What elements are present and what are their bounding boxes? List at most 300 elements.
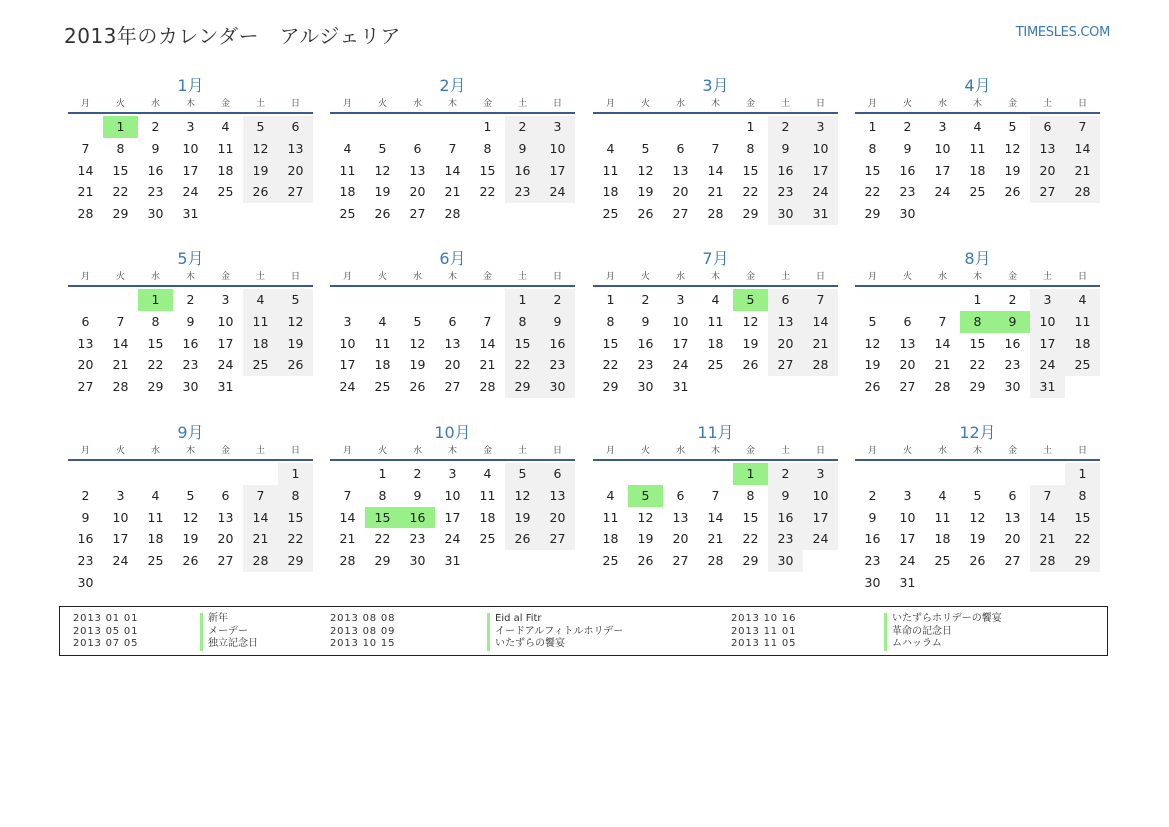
day-cell: 20 [768, 333, 803, 355]
month-1 [68, 74, 313, 225]
day-cell: 27 [540, 528, 575, 550]
day-cell: 10 [540, 138, 575, 160]
day-cell: 7 [803, 289, 838, 311]
holiday-date: 2013 11 05 [731, 638, 797, 649]
day-cell: 29 [742, 206, 759, 222]
weekday-label: 日 [552, 446, 562, 456]
day-cell: 2 [768, 463, 803, 485]
day-cell: 7 [343, 487, 352, 503]
day-cell: 20 [1004, 531, 1021, 547]
day-cell: 9 [903, 140, 912, 156]
day-cell: 13 [768, 311, 803, 333]
day-cell: 26 [969, 553, 986, 569]
weekday-label: 日 [290, 99, 300, 109]
day-grid [68, 463, 313, 594]
day-cell: 5 [505, 463, 540, 485]
day-cell: 15 [969, 335, 986, 351]
day-cell: 15 [479, 162, 496, 178]
day-cell: 14 [934, 335, 951, 351]
day-cell: 15 [365, 507, 400, 529]
day-cell: 4 [343, 140, 352, 156]
day-cell: 10 [803, 485, 838, 507]
day-cell: 12 [742, 313, 759, 329]
day-cell: 18 [602, 531, 619, 547]
day-cell: 26 [182, 553, 199, 569]
day-cell: 27 [217, 553, 234, 569]
day-cell: 3 [448, 466, 457, 481]
day-cell: 27 [899, 379, 916, 395]
day-cell: 29 [742, 553, 759, 569]
day-cell: 21 [339, 531, 356, 547]
day-cell: 10 [182, 140, 199, 156]
day-cell: 27 [768, 354, 803, 376]
weekday-label: 日 [1077, 99, 1087, 109]
empty-cell [68, 463, 103, 485]
day-cell: 26 [1004, 184, 1021, 200]
weekday-label: 木 [447, 446, 457, 456]
weekday-label: 火 [902, 446, 912, 456]
day-cell: 17 [182, 162, 199, 178]
empty-cell [400, 289, 435, 311]
day-cell: 18 [147, 531, 164, 547]
day-cell: 22 [278, 528, 313, 550]
day-cell: 3 [540, 116, 575, 138]
day-cell: 17 [934, 162, 951, 178]
day-cell: 16 [77, 531, 94, 547]
day-cell: 19 [278, 333, 313, 355]
day-cell: 3 [343, 313, 352, 329]
day-cell: 8 [746, 140, 755, 156]
weekday-label: 日 [815, 272, 825, 282]
day-cell: 26 [637, 553, 654, 569]
weekday-label: 木 [185, 99, 195, 109]
day-cell: 8 [116, 140, 125, 156]
day-cell: 9 [768, 485, 803, 507]
day-cell: 31 [444, 553, 461, 569]
day-cell: 13 [899, 335, 916, 351]
day-cell: 16 [540, 333, 575, 355]
day-cell: 24 [444, 531, 461, 547]
day-cell: 14 [77, 162, 94, 178]
day-cell: 23 [77, 553, 94, 569]
day-cell: 20 [672, 531, 689, 547]
day-cell: 8 [483, 140, 492, 156]
day-cell: 11 [969, 140, 986, 156]
day-cell: 20 [77, 357, 94, 373]
day-cell: 9 [995, 311, 1030, 333]
holiday-date: 2013 10 15 [330, 638, 396, 649]
month-title: 4月 [964, 76, 991, 95]
day-cell: 23 [864, 553, 881, 569]
weekday-header [855, 98, 1100, 114]
day-cell: 31 [217, 379, 234, 395]
day-cell: 10 [217, 313, 234, 329]
day-cell: 22 [742, 531, 759, 547]
day-cell: 11 [479, 487, 496, 503]
weekday-label: 土 [255, 99, 265, 109]
weekday-label: 水 [150, 446, 160, 456]
day-cell: 27 [1004, 553, 1021, 569]
weekday-label: 月 [605, 99, 615, 109]
weekday-label: 土 [517, 99, 527, 109]
weekday-header [593, 271, 838, 287]
day-cell: 5 [641, 140, 650, 156]
weekday-label: 月 [342, 272, 352, 282]
empty-cell [68, 289, 103, 311]
weekday-label: 月 [80, 446, 90, 456]
day-cell: 21 [243, 528, 278, 550]
day-cell: 28 [707, 206, 724, 222]
day-cell: 26 [742, 357, 759, 373]
month-12 [855, 421, 1100, 594]
weekday-label: 金 [482, 272, 492, 282]
weekday-label: 月 [342, 446, 352, 456]
day-cell: 16 [864, 531, 881, 547]
day-cell: 25 [217, 184, 234, 200]
day-cell: 2 [1008, 292, 1017, 307]
day-cell: 26 [864, 379, 881, 395]
day-cell: 21 [707, 531, 724, 547]
holiday-name: 独立記念日 [200, 638, 258, 651]
empty-cell [330, 116, 365, 138]
day-cell: 21 [112, 357, 129, 373]
weekday-label: 水 [412, 272, 422, 282]
day-cell: 25 [969, 184, 986, 200]
day-cell: 14 [444, 162, 461, 178]
day-cell: 17 [112, 531, 129, 547]
day-cell: 11 [147, 509, 164, 525]
day-cell: 9 [186, 313, 195, 329]
weekday-label: 木 [185, 446, 195, 456]
day-cell: 2 [868, 487, 877, 503]
weekday-label: 木 [972, 99, 982, 109]
day-cell: 22 [602, 357, 619, 373]
weekday-label: 金 [1007, 446, 1017, 456]
page-title: 2013年のカレンダー アルジェリア [64, 24, 401, 48]
holiday-date: 2013 08 08 [330, 613, 396, 624]
month-4 [855, 74, 1100, 225]
day-cell: 19 [505, 507, 540, 529]
day-cell: 9 [540, 311, 575, 333]
day-cell: 12 [409, 335, 426, 351]
day-cell: 11 [374, 335, 391, 351]
day-cell: 17 [803, 507, 838, 529]
day-cell: 21 [1030, 528, 1065, 550]
day-cell: 2 [903, 119, 912, 134]
weekday-label: 土 [780, 272, 790, 282]
weekday-header [593, 445, 838, 461]
day-cell: 9 [151, 140, 160, 156]
empty-cell [208, 463, 243, 485]
empty-cell [855, 289, 890, 311]
weekday-label: 木 [972, 446, 982, 456]
weekday-label: 日 [290, 272, 300, 282]
weekday-label: 火 [377, 446, 387, 456]
day-cell: 7 [243, 485, 278, 507]
day-cell: 11 [1065, 311, 1100, 333]
day-cell: 7 [938, 313, 947, 329]
weekday-header [330, 445, 575, 461]
weekday-label: 土 [255, 272, 265, 282]
weekday-label: 火 [902, 272, 912, 282]
day-cell: 10 [934, 140, 951, 156]
day-cell: 26 [243, 181, 278, 203]
day-cell: 15 [505, 333, 540, 355]
month-7 [593, 247, 838, 398]
month-title: 9月 [177, 423, 204, 442]
day-cell: 2 [641, 292, 650, 307]
empty-cell [330, 289, 365, 311]
weekday-label: 水 [937, 99, 947, 109]
day-cell: 14 [479, 335, 496, 351]
weekday-header [330, 98, 575, 114]
site-link[interactable]: TIMESLES.COM [1015, 25, 1110, 40]
day-cell: 16 [637, 335, 654, 351]
day-cell: 20 [540, 507, 575, 529]
day-cell: 27 [278, 181, 313, 203]
day-cell: 3 [186, 119, 195, 134]
day-cell: 9 [505, 138, 540, 160]
day-cell: 28 [243, 550, 278, 572]
month-title: 2月 [439, 76, 466, 95]
holiday-date: 2013 10 16 [731, 613, 797, 624]
empty-cell [365, 289, 400, 311]
day-cell: 12 [243, 138, 278, 160]
day-cell: 17 [1030, 333, 1065, 355]
day-cell: 28 [934, 379, 951, 395]
day-cell: 18 [602, 184, 619, 200]
day-cell: 25 [479, 531, 496, 547]
day-cell: 28 [77, 206, 94, 222]
day-cell: 11 [217, 140, 234, 156]
day-cell: 30 [77, 574, 94, 590]
weekday-label: 日 [552, 99, 562, 109]
day-cell: 14 [707, 162, 724, 178]
day-cell: 27 [77, 379, 94, 395]
weekday-label: 水 [412, 99, 422, 109]
holiday-date: 2013 07 05 [73, 638, 139, 649]
weekday-label: 土 [1042, 446, 1052, 456]
day-cell: 23 [637, 357, 654, 373]
weekday-label: 金 [482, 446, 492, 456]
day-cell: 16 [505, 160, 540, 182]
day-cell: 25 [243, 354, 278, 376]
weekday-label: 土 [255, 446, 265, 456]
day-cell: 8 [746, 487, 755, 503]
weekday-label: 火 [377, 272, 387, 282]
empty-cell [663, 116, 698, 138]
day-cell: 22 [864, 184, 881, 200]
holiday-date: 2013 08 09 [330, 625, 396, 637]
day-cell: 6 [413, 140, 422, 156]
weekday-label: 水 [937, 446, 947, 456]
month-3 [593, 74, 838, 225]
day-cell: 15 [1065, 507, 1100, 529]
day-cell: 8 [1065, 485, 1100, 507]
day-cell: 9 [413, 487, 422, 503]
day-cell: 3 [221, 292, 230, 307]
day-cell: 3 [803, 463, 838, 485]
holiday-name: Eid al Fitr [487, 613, 542, 626]
day-cell: 19 [637, 184, 654, 200]
day-cell: 8 [378, 487, 387, 503]
day-cell: 6 [768, 289, 803, 311]
day-cell: 7 [1065, 116, 1100, 138]
day-cell: 2 [768, 116, 803, 138]
day-cell: 28 [339, 553, 356, 569]
day-cell: 8 [278, 485, 313, 507]
day-cell: 30 [899, 206, 916, 222]
day-cell: 26 [409, 379, 426, 395]
month-title: 3月 [702, 76, 729, 95]
month-title: 8月 [964, 249, 991, 268]
weekday-label: 木 [710, 99, 720, 109]
weekday-header [855, 445, 1100, 461]
day-cell: 25 [374, 379, 391, 395]
empty-cell [330, 463, 365, 485]
day-cell: 19 [374, 184, 391, 200]
day-cell: 12 [374, 162, 391, 178]
day-cell: 22 [112, 184, 129, 200]
day-cell: 24 [803, 181, 838, 203]
day-cell: 21 [479, 357, 496, 373]
day-cell: 19 [864, 357, 881, 373]
day-cell: 27 [672, 553, 689, 569]
day-cell: 11 [243, 311, 278, 333]
day-cell: 2 [540, 289, 575, 311]
day-cell: 12 [505, 485, 540, 507]
day-cell: 1 [505, 289, 540, 311]
day-cell: 29 [112, 206, 129, 222]
empty-cell [435, 289, 470, 311]
day-cell: 4 [606, 487, 615, 503]
day-cell: 11 [602, 162, 619, 178]
weekday-label: 金 [220, 272, 230, 282]
day-cell: 7 [483, 313, 492, 329]
day-cell: 1 [278, 463, 313, 485]
day-cell: 21 [803, 333, 838, 355]
weekday-label: 月 [867, 446, 877, 456]
day-cell: 14 [112, 335, 129, 351]
day-cell: 25 [707, 357, 724, 373]
day-cell: 22 [374, 531, 391, 547]
day-cell: 18 [479, 509, 496, 525]
day-cell: 23 [768, 181, 803, 203]
day-cell: 23 [182, 357, 199, 373]
day-cell: 1 [103, 116, 138, 138]
day-cell: 29 [278, 550, 313, 572]
weekday-label: 水 [937, 272, 947, 282]
day-grid [330, 116, 575, 225]
day-cell: 3 [676, 292, 685, 307]
day-cell: 29 [602, 379, 619, 395]
day-cell: 20 [899, 357, 916, 373]
month-5 [68, 247, 313, 398]
day-grid [855, 116, 1100, 225]
day-cell: 10 [444, 487, 461, 503]
weekday-label: 土 [780, 446, 790, 456]
day-cell: 4 [973, 119, 982, 134]
month-2 [330, 74, 575, 225]
day-cell: 20 [217, 531, 234, 547]
month-title: 10月 [434, 423, 471, 442]
day-cell: 4 [483, 466, 492, 481]
day-cell: 31 [899, 574, 916, 590]
weekday-label: 月 [342, 99, 352, 109]
day-cell: 23 [540, 354, 575, 376]
day-cell: 25 [934, 553, 951, 569]
weekday-label: 金 [1007, 99, 1017, 109]
holiday-date: 2013 05 01 [73, 625, 139, 637]
weekday-label: 火 [640, 99, 650, 109]
empty-cell [995, 463, 1030, 485]
day-cell: 29 [374, 553, 391, 569]
day-cell: 4 [151, 487, 160, 503]
day-cell: 14 [1065, 138, 1100, 160]
day-cell: 10 [339, 335, 356, 351]
day-cell: 19 [637, 531, 654, 547]
day-cell: 30 [147, 206, 164, 222]
day-cell: 20 [672, 184, 689, 200]
day-cell: 13 [444, 335, 461, 351]
day-cell: 15 [742, 162, 759, 178]
weekday-label: 土 [780, 99, 790, 109]
weekday-label: 木 [710, 446, 720, 456]
day-cell: 22 [969, 357, 986, 373]
empty-cell [593, 463, 628, 485]
day-cell: 18 [1065, 333, 1100, 355]
day-cell: 14 [243, 507, 278, 529]
weekday-label: 火 [640, 446, 650, 456]
day-cell: 13 [672, 509, 689, 525]
day-cell: 6 [221, 487, 230, 503]
day-cell: 29 [505, 376, 540, 398]
empty-cell [890, 289, 925, 311]
weekday-label: 月 [80, 272, 90, 282]
day-cell: 6 [1030, 116, 1065, 138]
day-cell: 6 [676, 140, 685, 156]
day-cell: 15 [602, 335, 619, 351]
day-cell: 24 [182, 184, 199, 200]
day-cell: 18 [969, 162, 986, 178]
day-grid [330, 289, 575, 398]
day-cell: 13 [1030, 138, 1065, 160]
day-cell: 18 [707, 335, 724, 351]
day-cell: 17 [672, 335, 689, 351]
day-cell: 29 [1065, 550, 1100, 572]
day-cell: 2 [81, 487, 90, 503]
weekday-label: 金 [745, 272, 755, 282]
day-cell: 6 [903, 313, 912, 329]
day-cell: 8 [151, 313, 160, 329]
day-cell: 8 [960, 311, 995, 333]
day-cell: 27 [444, 379, 461, 395]
weekday-label: 月 [605, 272, 615, 282]
day-cell: 31 [182, 206, 199, 222]
day-cell: 30 [768, 550, 803, 572]
day-cell: 18 [374, 357, 391, 373]
holiday-name: 革命の記念日 [884, 626, 952, 639]
day-cell: 23 [409, 531, 426, 547]
day-cell: 1 [746, 119, 755, 134]
day-cell: 19 [409, 357, 426, 373]
day-cell: 24 [339, 379, 356, 395]
weekday-header [68, 98, 313, 114]
day-cell: 7 [1030, 485, 1065, 507]
day-cell: 24 [540, 181, 575, 203]
day-cell: 23 [768, 528, 803, 550]
weekday-label: 土 [517, 272, 527, 282]
